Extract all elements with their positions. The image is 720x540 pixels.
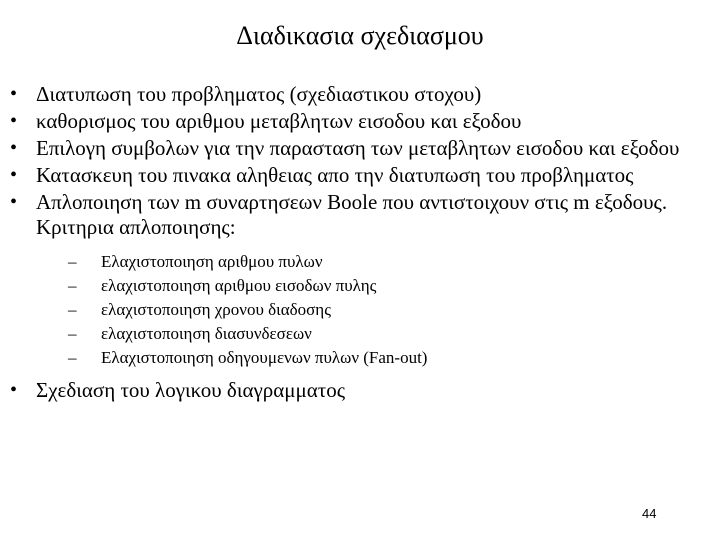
bullet-item <box>0 378 691 403</box>
sub-bullet-text: ελαχιστοποιηση διασυνδεσεων <box>101 324 312 343</box>
bullet-text: Διατυπωση του προβληματος (σχεδιαστικου στοχου) <box>36 82 482 106</box>
bullet-item <box>0 109 691 134</box>
bullet-item <box>0 82 691 107</box>
dash-icon: – <box>68 348 77 367</box>
sub-bullet-text: ελαχιστοποιηση αριθμου εισοδων πυλης <box>101 276 377 295</box>
bullet-dot-icon: • <box>10 164 18 186</box>
sub-bullet-text: ελαχιστοποιηση χρονου διαδοσης <box>101 300 331 319</box>
bullet-dot-icon: • <box>10 137 18 159</box>
sub-bullet-text: Ελαχιστοποιηση οδηγουμενων πυλων (Fan-out) <box>101 348 428 367</box>
dash-icon: – <box>68 276 77 295</box>
bullet-text: καθορισμος του αριθμου μεταβλητων εισοδου και εξοδου <box>36 109 522 133</box>
bullet-dot-icon: • <box>10 191 18 213</box>
sub-bullet-item <box>36 250 691 274</box>
sub-bullet-list <box>36 250 691 370</box>
bullet-item <box>0 163 691 188</box>
sub-bullet-item <box>36 322 691 346</box>
sub-bullet-item <box>36 298 691 322</box>
bullet-list <box>0 82 720 405</box>
bullet-dot-icon: • <box>10 379 18 401</box>
bullet-text: Σχεδιαση του λογικου διαγραμματος <box>36 378 346 402</box>
dash-icon: – <box>68 252 77 271</box>
bullet-dot-icon: • <box>10 83 18 105</box>
bullet-item <box>0 136 691 161</box>
sub-bullet-item <box>36 274 691 298</box>
dash-icon: – <box>68 324 77 343</box>
slide-title: Διαδικασια σχεδιασμου <box>236 21 484 50</box>
bullet-dot-icon: • <box>10 110 18 132</box>
bullet-item <box>0 190 691 370</box>
sub-bullet-item <box>36 346 691 370</box>
page-number: 44 <box>642 506 657 521</box>
bullet-text: Απλοποιηση των m συναρτησεων Boole που αντιστοιχουν στις m εξοδους. Κριτηρια απλοποιησης: <box>36 190 668 239</box>
sub-bullet-text: Ελαχιστοποιηση αριθμου πυλων <box>101 252 323 271</box>
bullet-text: Επιλογη συμβολων για την παρασταση των μεταβλητων εισοδου και εξοδου <box>36 136 680 160</box>
bullet-text: Κατασκευη του πινακα αληθειας απο την διατυπωση του προβληματος <box>36 163 634 187</box>
dash-icon: – <box>68 300 77 319</box>
